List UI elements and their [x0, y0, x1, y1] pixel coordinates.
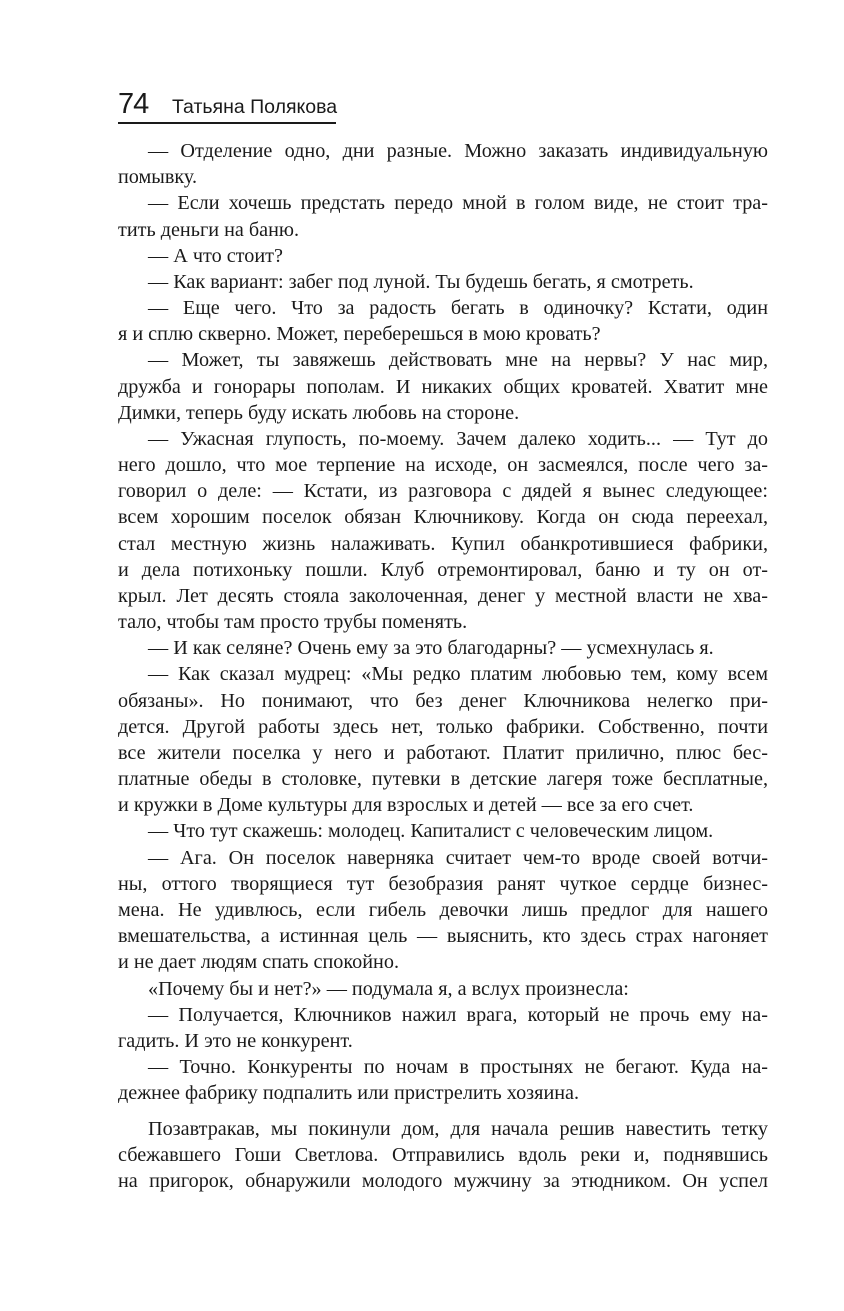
text-line: всем хорошим поселок обязан Ключникову. Когда он сюда переехал,	[118, 506, 768, 529]
dialogue-text	[118, 138, 768, 1106]
text-line: «Почему бы и нет?» — подумала я, а вслух произнесла:	[148, 977, 629, 1000]
text-line: тало, чтобы там просто трубы поменять.	[118, 611, 468, 634]
text-line: все жители поселка у него и работают. Платит прилично, плюс бес-	[118, 741, 768, 764]
text-line: стал местную жизнь налаживать. Купил обанкротившиеся фабрики,	[118, 532, 768, 555]
text-line: — Еще чего. Что за радость бегать в одиночку? Кстати, один	[148, 297, 768, 320]
text-line: на пригорок, обнаружили молодого мужчину за этюдником. Он успел	[118, 1170, 768, 1193]
text-line: — Получается, Ключников нажил врага, который не прочь ему на-	[148, 1003, 768, 1026]
text-line: говорил о деле: — Кстати, из разговора с дядей я вынес следующее:	[118, 480, 768, 503]
text-line: ны, оттого творящиеся тут безобразия ранят чуткое сердце бизнес-	[118, 872, 768, 895]
book-author: Татьяна Полякова	[172, 96, 338, 118]
text-line: и не дает людям спать спокойно.	[118, 951, 399, 974]
text-line: крыл. Лет десять стояла заколоченная, денег у местной власти не хва-	[118, 584, 768, 607]
text-line: помывку.	[118, 166, 198, 189]
text-line: мена. Не удивлюсь, если гибель девочки лишь предлог для нашего	[118, 898, 768, 921]
text-line: и дела потихоньку пошли. Клуб отремонтировал, баню и ту он от-	[118, 558, 768, 581]
text-line: Позавтракав, мы покинули дом, для начала решив навестить тетку	[148, 1118, 768, 1140]
text-line: — Может, ты завяжешь действовать мне на нервы? У нас мир,	[148, 349, 768, 372]
text-line: него дошло, что мое терпение на исходе, он засмеялся, после чего за-	[118, 454, 768, 477]
text-line: — Как вариант: забег под луной. Ты будешь бегать, я смотреть.	[148, 270, 694, 293]
text-line: — Ага. Он поселок наверняка считает чем-то вроде своей вотчи-	[148, 846, 768, 869]
text-line: я и сплю скверно. Может, переберешься в мою кровать?	[118, 323, 601, 346]
text-line: — Ужасная глупость, по-моему. Зачем далеко ходить... — Тут до	[148, 427, 768, 450]
text-line: платные обеды в столовке, путевки в детские лагеря тоже бесплатные,	[118, 768, 768, 791]
text-line: — Что тут скажешь: молодец. Капиталист с человеческим лицом.	[148, 820, 714, 843]
text-line: сбежавшего Гоши Светлова. Отправились вдоль реки и, поднявшись	[118, 1144, 768, 1167]
text-line: дется. Другой работы здесь нет, только фабрики. Собственно, почти	[118, 715, 768, 738]
text-line: обязаны». Но понимают, что без денег Ключникова нелегко при-	[118, 689, 768, 712]
text-line: дружба и гонорары пополам. И никаких общих кроватей. Хватит мне	[118, 375, 768, 398]
new-section-text	[118, 1116, 768, 1195]
text-line: — Точно. Конкуренты по ночам в простынях не бегают. Куда на-	[148, 1056, 768, 1079]
text-line: и кружки в Доме культуры для взрослых и детей — все за его счет.	[118, 794, 694, 817]
text-line: дежнее фабрику подпалить или пристрелить хозяина.	[118, 1082, 580, 1105]
text-line: — Отделение одно, дни разные. Можно заказать индивидуальную	[148, 140, 768, 162]
text-line: — Если хочешь предстать передо мной в голом виде, не стоит тра-	[148, 192, 768, 215]
text-line: Димки, теперь буду искать любовь на стороне.	[118, 401, 520, 424]
running-header	[118, 84, 336, 124]
text-line: тить деньги на баню.	[118, 218, 300, 241]
text-line: вмешательства, а истинная цель — выяснить, кто здесь страх нагоняет	[118, 925, 768, 948]
text-line: — Как сказал мудрец: «Мы редко платим любовью тем, кому всем	[148, 663, 768, 686]
text-line: гадить. И это не конкурент.	[118, 1029, 353, 1052]
text-line: — А что стоит?	[148, 244, 283, 267]
page-number: 74	[118, 88, 149, 120]
text-line: — И как селяне? Очень ему за это благодарны? — усмехнулась я.	[148, 637, 714, 660]
